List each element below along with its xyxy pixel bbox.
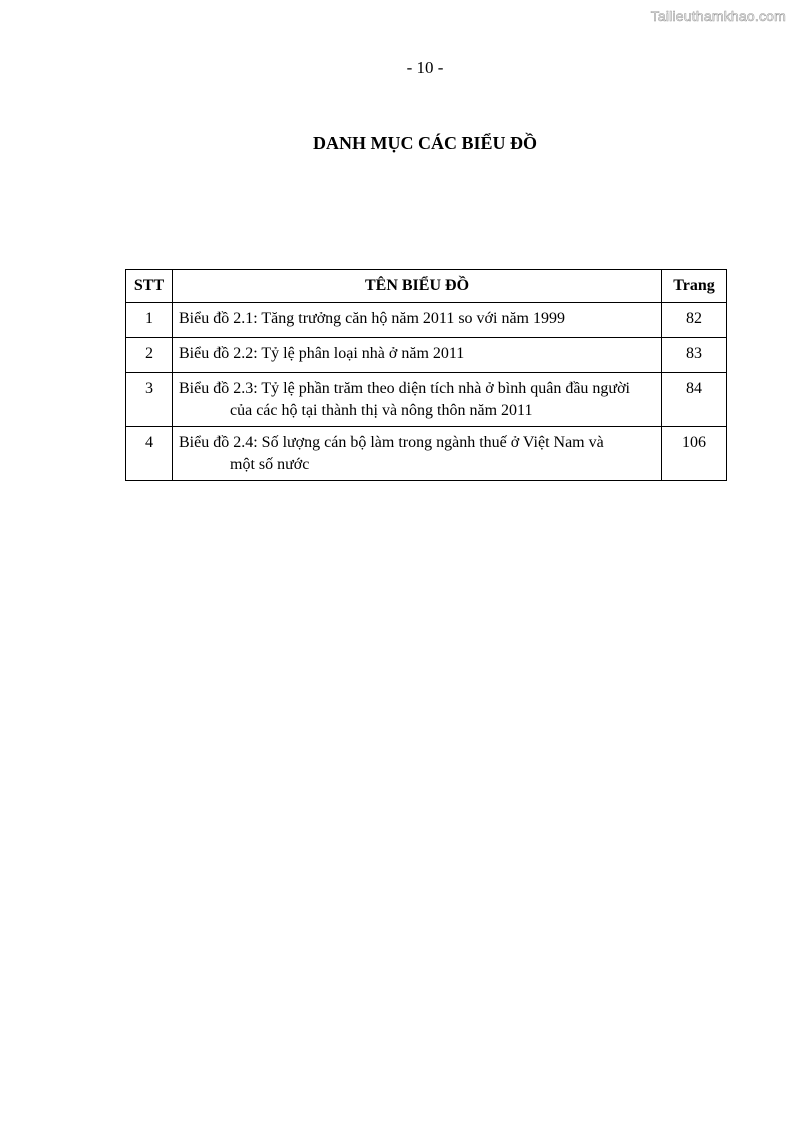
row-chart-name-line1: Biểu đồ 2.1: Tăng trưởng căn hộ năm 2011 so với năm 1999 — [179, 310, 565, 327]
row-page: 106 — [662, 427, 727, 481]
header-stt: STT — [126, 270, 173, 303]
table-row — [126, 303, 727, 338]
table-row — [126, 373, 727, 427]
row-page: 83 — [662, 338, 727, 373]
chart-list-table — [125, 269, 727, 481]
row-page: 82 — [662, 303, 727, 338]
page-number: - 10 - — [406, 58, 444, 77]
row-chart-name — [173, 427, 662, 481]
row-chart-name — [173, 373, 662, 427]
row-stt: 4 — [126, 427, 173, 481]
table-header-row — [126, 270, 727, 303]
row-chart-name — [173, 303, 662, 338]
header-page: Trang — [662, 270, 727, 303]
header-chart-name: TÊN BIỂU ĐỒ — [173, 270, 662, 303]
row-chart-name-line2: của các hộ tại thành thị và nông thôn năm 2011 — [230, 402, 533, 419]
table-row — [126, 427, 727, 481]
page-title: DANH MỤC CÁC BIỂU ĐỒ — [313, 133, 537, 153]
watermark: Tailieuthamkhao.com — [650, 8, 786, 24]
row-chart-name-line1: Biểu đồ 2.2: Tỷ lệ phân loại nhà ở năm 2011 — [179, 345, 465, 362]
row-page: 84 — [662, 373, 727, 427]
row-stt: 1 — [126, 303, 173, 338]
table-row — [126, 338, 727, 373]
row-stt: 3 — [126, 373, 173, 427]
row-chart-name — [173, 338, 662, 373]
row-chart-name-line1: Biểu đồ 2.4: Số lượng cán bộ làm trong ngành thuế ở Việt Nam và — [179, 434, 604, 451]
row-stt: 2 — [126, 338, 173, 373]
row-chart-name-line1: Biểu đồ 2.3: Tỷ lệ phần trăm theo diện tích nhà ở bình quân đầu người — [179, 380, 630, 397]
row-chart-name-line2: một số nước — [230, 456, 310, 473]
